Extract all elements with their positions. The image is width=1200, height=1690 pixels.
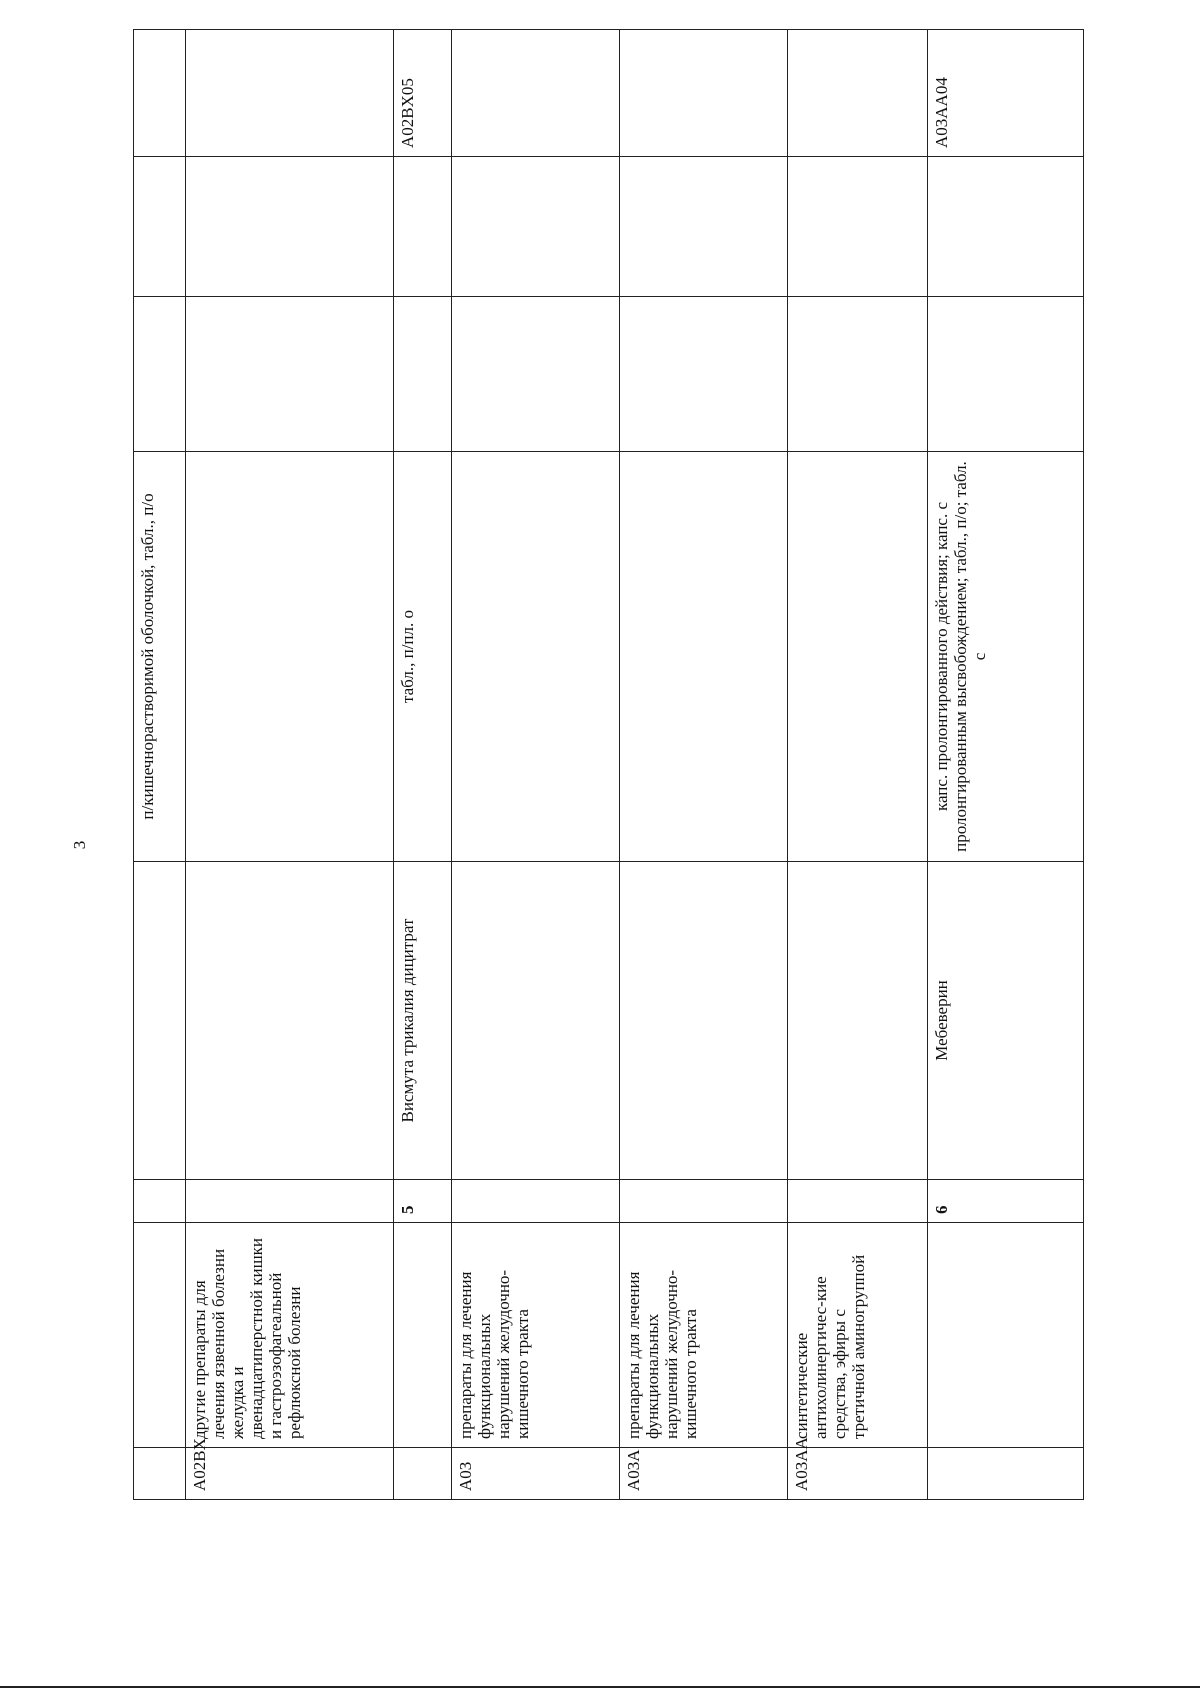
cell-number	[134, 1180, 186, 1223]
cell-forms: п/кишечнорастворимой оболочкой, табл., п/о	[134, 452, 186, 862]
cell-code: A03A	[620, 1448, 788, 1500]
cell-group	[394, 1223, 452, 1448]
cell-blank	[928, 297, 1084, 452]
cell-inn	[788, 862, 928, 1180]
cell-inn: Мебеверин	[928, 862, 1084, 1180]
cell-number	[452, 1180, 620, 1223]
cell-number: 5	[394, 1180, 452, 1223]
table-row	[928, 30, 1084, 1500]
cell-inn	[452, 862, 620, 1180]
cell-forms: табл., п/пл. о	[394, 452, 452, 862]
table-row	[186, 30, 394, 1500]
cell-blank	[620, 157, 788, 297]
cell-number	[620, 1180, 788, 1223]
cell-blank	[928, 157, 1084, 297]
cell-atc	[134, 30, 186, 157]
table-row	[452, 30, 620, 1500]
table-row	[394, 30, 452, 1500]
cell-group	[134, 1223, 186, 1448]
cell-code	[134, 1448, 186, 1500]
cell-inn: Висмута трикалия дицитрат	[394, 862, 452, 1180]
cell-inn	[186, 862, 394, 1180]
drug-table	[133, 29, 1084, 1500]
cell-code: A03	[452, 1448, 620, 1500]
cell-atc: A02BX05	[394, 30, 452, 157]
cell-group: препараты для лечения функциональных нарушений желудочно-кишечного тракта	[452, 1223, 620, 1448]
cell-forms	[788, 452, 928, 862]
cell-inn	[134, 862, 186, 1180]
cell-number	[788, 1180, 928, 1223]
cell-atc	[620, 30, 788, 157]
cell-forms: капс. пролонгированного действия; капс. с пролонгированным высвобождением; табл., п/о; табл. с	[928, 452, 1084, 862]
cell-blank	[186, 157, 394, 297]
cell-atc	[186, 30, 394, 157]
cell-blank	[452, 297, 620, 452]
bottom-rule	[0, 1686, 1200, 1688]
cell-atc	[788, 30, 928, 157]
cell-atc	[452, 30, 620, 157]
cell-inn	[620, 862, 788, 1180]
cell-group: другие препараты для лечения язвенной болезни желудка и двенадцатиперстной кишки и гастроэзофагеальной рефлюксной болезни	[186, 1223, 394, 1448]
cell-blank	[186, 297, 394, 452]
cell-blank	[788, 157, 928, 297]
cell-forms	[186, 452, 394, 862]
cell-code	[928, 1448, 1084, 1500]
drug-table-rotated	[133, 30, 1083, 1500]
cell-blank	[134, 157, 186, 297]
cell-blank	[788, 297, 928, 452]
cell-code: A02BX	[186, 1448, 394, 1500]
table-row	[620, 30, 788, 1500]
cell-group	[928, 1223, 1084, 1448]
table-row	[788, 30, 928, 1500]
cell-blank	[452, 157, 620, 297]
cell-atc: A03AA04	[928, 30, 1084, 157]
cell-blank	[394, 297, 452, 452]
cell-group: препараты для лечения функциональных нарушений желудочно-кишечного тракта	[620, 1223, 788, 1448]
cell-code	[394, 1448, 452, 1500]
cell-number	[186, 1180, 394, 1223]
cell-blank	[620, 297, 788, 452]
cell-blank	[134, 297, 186, 452]
cell-group: синтетические антихолинергичес-кие средства, эфиры с третичной аминогруппой	[788, 1223, 928, 1448]
cell-forms	[452, 452, 620, 862]
cell-code: A03AA	[788, 1448, 928, 1500]
cell-number: 6	[928, 1180, 1084, 1223]
table-row	[134, 30, 186, 1500]
cell-forms	[620, 452, 788, 862]
page-number: 3	[70, 840, 89, 850]
cell-blank	[394, 157, 452, 297]
